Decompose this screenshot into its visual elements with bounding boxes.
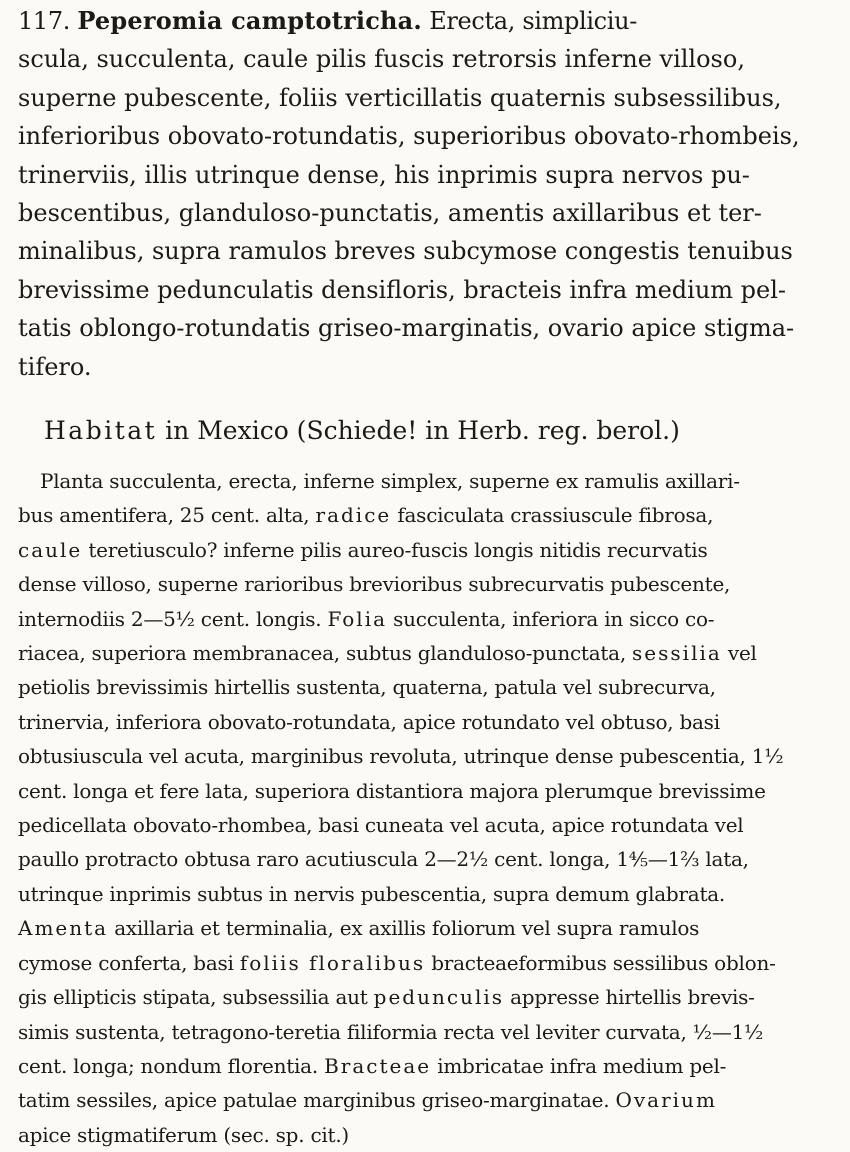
spaced-term-pedunculis: pedunculis bbox=[373, 985, 504, 1010]
diagnosis-line-8: brevissime pedunculatis densifloris, bracteis infra medium pel- bbox=[18, 275, 787, 304]
notes-text: bracteaeformibus sessilibus oblon- bbox=[431, 950, 776, 975]
entry-number: 117. bbox=[18, 7, 71, 35]
notes-line-11: pedicellata obovato-rhombea, basi cuneata vel acuta, apice rotundata vel bbox=[18, 813, 744, 838]
notes-text: gis ellipticis stipata, subsessilia aut bbox=[18, 985, 368, 1010]
notes-text: axillaria et terminalia, ex axillis foliorum vel supra ramulos bbox=[114, 916, 700, 941]
diagnosis-line-5: trinerviis, illis utrinque dense, his inprimis supra nervos pu- bbox=[18, 160, 750, 189]
notes-text: riacea, superiora membranacea, subtus glanduloso-punctata, bbox=[18, 641, 626, 666]
diagnosis-line-2: scula, succulenta, caule pilis fuscis retrorsis inferne villoso, bbox=[18, 45, 745, 74]
species-diagnosis bbox=[18, 2, 836, 386]
notes-line-2 bbox=[18, 498, 838, 532]
description-notes bbox=[18, 464, 838, 1152]
notes-line-20: apice stigmatiferum (sec. sp. cit.) bbox=[18, 1122, 349, 1147]
notes-line-7: petiolis brevissimis hirtellis sustenta, quaterna, patula vel subrecurva, bbox=[18, 675, 716, 700]
notes-line-14 bbox=[18, 911, 838, 945]
spaced-term-folia: Folia bbox=[327, 606, 388, 631]
notes-text: appresse hirtellis brevis- bbox=[510, 985, 755, 1010]
notes-text: bus amentifera, 25 cent. alta, bbox=[18, 503, 310, 528]
notes-text: cent. longa; nondum florentia. bbox=[18, 1053, 318, 1078]
diagnosis-line-9: tatis oblongo-rotundatis griseo-marginatis, ovario apice stigma- bbox=[18, 314, 795, 343]
notes-line-10: cent. longa et fere lata, superiora distantiora majora plerumque brevissime bbox=[18, 778, 766, 803]
notes-text: internodiis 2—5½ cent. longis. bbox=[18, 606, 322, 631]
diagnosis-text-start: Erecta, simpliciu- bbox=[429, 7, 637, 35]
notes-line-19 bbox=[18, 1083, 838, 1117]
notes-line-6 bbox=[18, 636, 838, 670]
diagnosis-line-4: inferioribus obovato-rotundatis, superioribus obovato-rhombeis, bbox=[18, 122, 800, 151]
notes-line-16 bbox=[18, 980, 838, 1014]
habitat-line bbox=[44, 414, 680, 448]
spaced-term-amenta: Amenta bbox=[18, 916, 109, 941]
notes-text: teretiusculo? inferne pilis aureo-fuscis longis nitidis recurvatis bbox=[88, 537, 708, 562]
notes-line-15 bbox=[18, 946, 838, 980]
spaced-term-radice: radice bbox=[315, 503, 392, 528]
notes-text: cymose conferta, basi bbox=[18, 950, 234, 975]
spaced-term-sessilia: sessilia bbox=[632, 641, 722, 666]
diagnosis-line-3: superne pubescente, foliis verticillatis quaternis subsessilibus, bbox=[18, 83, 782, 112]
habitat-label: Habitat bbox=[44, 416, 158, 445]
habitat-text: in Mexico (Schiede! in Herb. reg. berol.) bbox=[165, 416, 680, 445]
diagnosis-line-6: bescentibus, glanduloso-punctatis, amentis axillaribus et ter- bbox=[18, 199, 762, 228]
notes-text: tatim sessiles, apice patulae marginibus griseo-marginatae. bbox=[18, 1088, 610, 1113]
notes-line-4: dense villoso, superne rarioribus brevioribus subrecurvatis pubescente, bbox=[18, 572, 731, 597]
notes-line-3 bbox=[18, 533, 838, 567]
notes-text: succulenta, inferiora in sicco co- bbox=[393, 606, 715, 631]
spaced-term-caule: caule bbox=[18, 537, 83, 562]
notes-line-8: trinervia, inferiora obovato-rotundata, apice rotundato vel obtuso, basi bbox=[18, 709, 720, 734]
notes-line-1: Planta succulenta, erecta, inferne simplex, superne ex ramulis axillari- bbox=[40, 469, 740, 493]
spaced-term-ovarium: Ovarium bbox=[615, 1088, 717, 1113]
notes-text: imbricatae infra medium pel- bbox=[437, 1053, 727, 1078]
notes-text: vel bbox=[727, 641, 757, 666]
notes-line-12: paullo protracto obtusa raro acutiuscula 2—2½ cent. longa, 1⅘—1⅔ lata, bbox=[18, 847, 749, 872]
spaced-term-bracteae: Bracteae bbox=[324, 1053, 432, 1078]
notes-line-13: utrinque inprimis subtus in nervis pubescentia, supra demum glabrata. bbox=[18, 881, 726, 906]
notes-text: fasciculata crassiuscule fibrosa, bbox=[397, 503, 714, 528]
notes-line-9: obtusiuscula vel acuta, marginibus revoluta, utrinque dense pubescentia, 1½ bbox=[18, 744, 784, 769]
diagnosis-line-10: tifero. bbox=[18, 352, 92, 381]
species-name: Peperomia camptotricha. bbox=[77, 6, 422, 35]
diagnosis-line-7: minalibus, supra ramulos breves subcymose congestis tenuibus bbox=[18, 237, 793, 266]
diagnosis-line-1 bbox=[18, 2, 836, 40]
notes-line-17: simis sustenta, tetragono-teretia filiformia recta vel leviter curvata, ½—1½ bbox=[18, 1019, 764, 1044]
notes-line-5 bbox=[18, 602, 838, 636]
notes-line-18 bbox=[18, 1049, 838, 1083]
spaced-term-foliis-floralibus: foliis floralibus bbox=[239, 950, 426, 975]
